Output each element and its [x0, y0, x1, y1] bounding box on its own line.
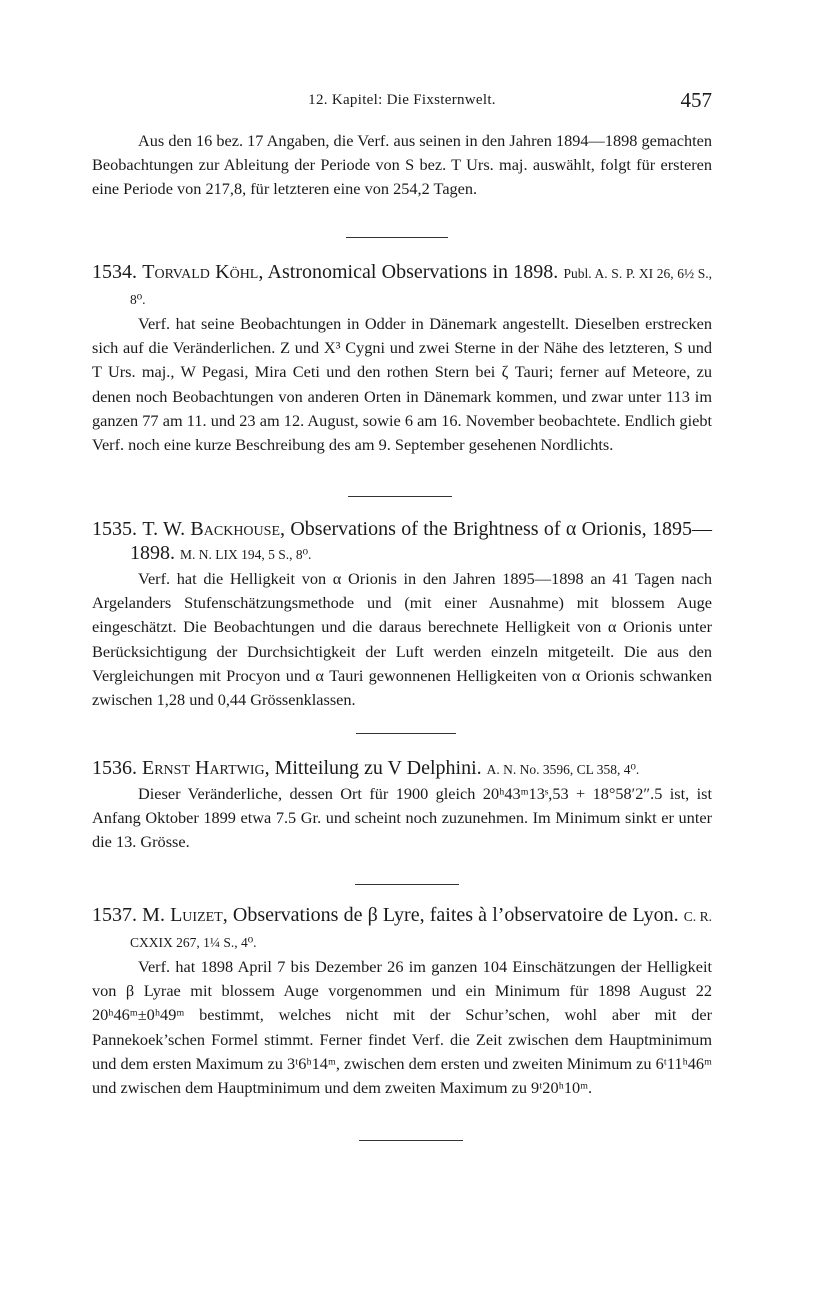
entry-author: M. Luizet, [142, 904, 228, 926]
entry-1536 [92, 756, 712, 855]
running-header [92, 88, 712, 114]
entry-author: T. W. Backhouse, [142, 518, 285, 540]
entry-title: Observations of the Brightness of α Orionis, 1895—1898. [130, 518, 713, 564]
entry-heading [92, 260, 712, 312]
entry-author: Torvald Köhl, [142, 261, 264, 283]
entry-heading [92, 517, 712, 567]
entry-source: C. R. CXXIX 267, 1¼ S., 4⁰. [130, 909, 713, 950]
entry-1537 [92, 903, 712, 1100]
page-number: 457 [680, 88, 712, 112]
entry-title: Mitteilung zu V Delphini. [274, 757, 482, 779]
separator-rule [359, 1140, 463, 1141]
running-title: 12. Kapitel: Die Fixsternwelt. [308, 92, 496, 108]
entry-source: M. N. LIX 194, 5 S., 8⁰. [180, 547, 312, 562]
entry-number: 1535. [92, 518, 137, 540]
separator-rule [348, 496, 452, 497]
entry-1535 [92, 517, 712, 712]
intro-paragraph-block [92, 129, 712, 202]
entry-heading [92, 903, 712, 955]
entry-number: 1534. [92, 261, 137, 283]
entry-number: 1537. [92, 904, 137, 926]
entry-body: Dieser Veränderliche, dessen Ort für 1900 gleich 20ʰ43ᵐ13ˢ,53 + 18°58′2″.5 ist, ist Anfang Oktober 1899 etwa 7.5 Gr. und scheint noch zuzunehmen. Im Minimum sinkt er unter die 13. Grösse. [92, 784, 712, 852]
entry-author: Ernst Hartwig, [142, 757, 270, 779]
separator-rule [356, 733, 456, 734]
entry-title: Astronomical Observations in 1898. [267, 261, 559, 283]
entry-body: Verf. hat seine Beobachtungen in Odder in Dänemark angestellt. Dieselben erstrecken sich auf die Veränderlichen. Z und X³ Cygni und zwei Sterne in der Nähe des letzteren, S und T Urs. maj., W Pegasi, Mira Ceti und den rothen Stern bei ζ Tauri; ferner auf Meteore, zu denen noch Beobachtungen von anderen Orten in Dänemark kommen, und zwar unter 113 im ganzen 77 am 11. und 23 am 12. August, sowie 6 am 16. November beobachtete. Endlich giebt Verf. noch eine kurze Beschreibung des am 9. September gesehenen Nordlichts. [92, 314, 712, 455]
entry-title: Observations de β Lyre, faites à l’observatoire de Lyon. [232, 904, 679, 926]
entry-heading [92, 756, 712, 782]
entry-source: Publ. A. S. P. XI 26, 6½ S., 8⁰. [130, 266, 712, 307]
intro-paragraph: Aus den 16 bez. 17 Angaben, die Verf. aus seinen in den Jahren 1894—1898 gemachten Beobachtungen zur Ableitung der Periode von S bez. T Urs. maj. auswählt, folgt für ersteren eine Periode von 217,8, für letzteren eine von 254,2 Tagen. [92, 131, 712, 199]
entry-source: A. N. No. 3596, CL 358, 4⁰. [486, 762, 640, 777]
entry-body: Verf. hat 1898 April 7 bis Dezember 26 im ganzen 104 Einschätzungen der Helligkeit von β Lyrae mit blossem Auge vorgenommen und ein Minimum für 1898 August 22 20ʰ46ᵐ±0ʰ49ᵐ bestimmt, welches nicht mit der Schur’schen, wohl aber mit der Pannekoek’schen Formel stimmt. Ferner findet Verf. die Zeit zwischen dem Hauptminimum und dem ersten Maximum zu 3ᵗ6ʰ14ᵐ, zwischen dem ersten und zweiten Minimum zu 6ᵗ11ʰ46ᵐ und zwischen dem Hauptminimum und dem zweiten Maximum zu 9ᵗ20ʰ10ᵐ. [92, 957, 712, 1098]
entry-number: 1536. [92, 757, 137, 779]
entry-1534 [92, 260, 712, 457]
separator-rule [346, 237, 448, 238]
separator-rule [355, 884, 459, 885]
entry-body: Verf. hat die Helligkeit von α Orionis in den Jahren 1895—1898 an 41 Tagen nach Argelanders Stufenschätzungsmethode und (mit einer Ausnahme) mit blossem Auge eingeschätzt. Die Beobachtungen und die daraus berechnete Helligkeit von α Orionis unter Berücksichtigung der Durchsichtigkeit der Luft werden einzeln mitgeteilt. Die aus den Vergleichungen mit Procyon und α Tauri gewonnenen Helligkeiten von α Orionis schwanken zwischen 1,28 und 0,44 Grössenklassen. [92, 569, 712, 710]
